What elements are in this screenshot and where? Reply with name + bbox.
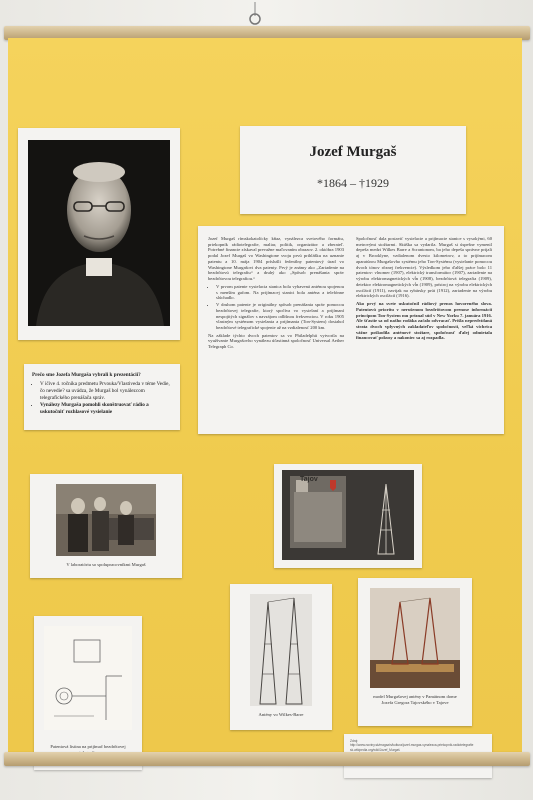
patent-drawing <box>44 626 132 730</box>
biography-card <box>198 226 504 434</box>
laboratory-caption: V laboratóriu so spolupracovníkmi Murgaš <box>66 562 146 567</box>
question-card <box>24 364 180 430</box>
biography-paragraph: Spoločnosť dala postaviť vysielacie a prijímacie stanice s vysokými, 60 metrovými stožiarmi. Skúška sa vydarila. Murgaš si úspešne vymenil depeša medzi Wilkes Barre a Scrantonom, ba jeho depeša správne prijali aj v Brooklyne, vzdialenom dvesto kilometrov, a to prijímacom aparatúrou Murgašovho systému jeho Ton-Systému (vysielanie pomocou dvoch tónov rôznej frekvencie). Výsledkom jeho ďalšej práce bolo 11 patentov: vlnomer (1907), elektrický transformátor (1907), zariadenie na výrobu elektromagnetických vĺn (1908), bezdrôtová telegrafia (1909), detektor elektromagnetických vĺn (1909), prístroj na výrobu elektrických oscilácií (1911), navijak na rybársky prút (1912), zariadenie na výrobu elektrických oscilácií (1916). <box>356 236 492 299</box>
biography-column-1 <box>208 236 344 352</box>
model-photo <box>370 588 460 688</box>
tajov-photo-card <box>274 464 422 568</box>
question-item: • Vynálezy Murgaša pomohli skonštruovať rádio a uskutočniť rozhlasové vysielanie <box>40 402 172 416</box>
question-heading: Prečo sme Jozefa Murgaša vybrali k prezentácii? <box>32 372 141 378</box>
tajov-label: Tajov <box>300 476 318 483</box>
patent-caption: Patentová listina na prijímač bezdrôtovej <box>50 744 126 749</box>
page-title: Jozef Murgaš <box>309 144 397 160</box>
biography-column-2 <box>356 236 492 343</box>
sources-heading: Zdroj: <box>350 739 359 743</box>
title-card <box>240 126 466 214</box>
hanging-hook-icon <box>248 2 262 26</box>
laboratory-photo-card <box>30 474 182 578</box>
biography-paragraph: Ako prvý na svete uskutočnil rádiový prenos hovoreného slova. Patentovú prioritu v nerušenom bezdrôtovom prenose informácií princípom Ton-System mu priznal súd v New Yorku 7. januára 1916. Ale šťastie sa od našho rodáka začalo odvracať. Prišla nepredvídaná strata dvoch vplyvných zakladateľov spoločnosti, veľká víchrica vážne poškodila anténové stožiare, spoločnosť ďalej odmietala financovať pokusy a nakoniec sa aj rozpadla. <box>356 301 492 341</box>
portrait-card <box>18 128 180 340</box>
patent-item: • V druhom patente je originálny spôsob prenášania správ pomocou bezdrôtovej telegrafie, ktorý spočíva vo vysielaní a prijímaní nespojitých signálov s navzájom odlišnou frekvenciou. V roku 1905 vlastným systémom vysielania a prijímania (Ton-System) dosiahol bezdrôtové telegrafické spojenie až na vzdialenosť 200 km. <box>216 302 344 331</box>
antenna-caption: Antény vo Wilkes-Barre <box>258 712 304 717</box>
biography-paragraph: Na základe týchto dvoch patentov sa vo Philadelphii vytvorila na využívanie Murgašovho vynálezu účastinná spoločnosť Universal Aether Telegraph Co. <box>208 332 344 350</box>
life-dates: *1864 – †1929 <box>317 176 389 190</box>
portrait-illustration <box>28 140 170 326</box>
tajov-plaque-photo <box>282 470 414 560</box>
model-photo-card <box>358 578 472 726</box>
antenna-photo <box>250 594 312 706</box>
model-caption: model Murgašovej antény v Pamätnom dome Jozefa Gregora Tajovského v Tajove <box>373 694 457 705</box>
patent-photo-card <box>34 616 142 770</box>
antenna-photo-card <box>230 584 332 730</box>
bottom-wooden-rod <box>4 752 530 766</box>
source-line: http://www.noviny.sk/magazin/kultura/jozef-murgas-vynalezca-priekopnik-radiotelegrafie <box>350 743 474 748</box>
source-line: sk.wikipedia.org/wiki/Jozef_Murgaš <box>350 747 400 752</box>
portrait-photo <box>28 140 170 326</box>
laboratory-photo <box>56 484 156 556</box>
biography-paragraph: Jozef Murgaš rímskokatolícky kňaz, vynálezca svetového formátu, priekopník rádiotelegrafie, maliar, politik, organizátor a zberateľ. Potrebné financie získaval prevažne maľovaním obrazov. 2. októbra 1903 podal Jozef Murgaš vo Washingtone svoju prvú prihlášku na uznanie patentu a 10. mája 1904 príslušli federálny patentový úrad vo Washingtone Murgašovi dva patenty. Prvý je známy ako „Zariadenie na bezdrôtovú telegrafiu“ a druhý ako „Spôsob prenášania správ bezdrôtovou telegrafiou.“ <box>208 236 344 282</box>
patent-item: • V prvom patente vysielacia stanica bola vybavená anténou spojenou s menším gafom. Na prijímacej stanici bola anténa a telefónne slúchadlo. <box>216 284 344 301</box>
poster <box>8 38 522 754</box>
question-item: • V ičive 4. ročníka predmetu Prvouka/Vlastiveda v téme Vedie, čo nevedie? sa uvádza, že Murgaš bol vynálezcom telegrafického prenášača správ. <box>40 381 172 402</box>
